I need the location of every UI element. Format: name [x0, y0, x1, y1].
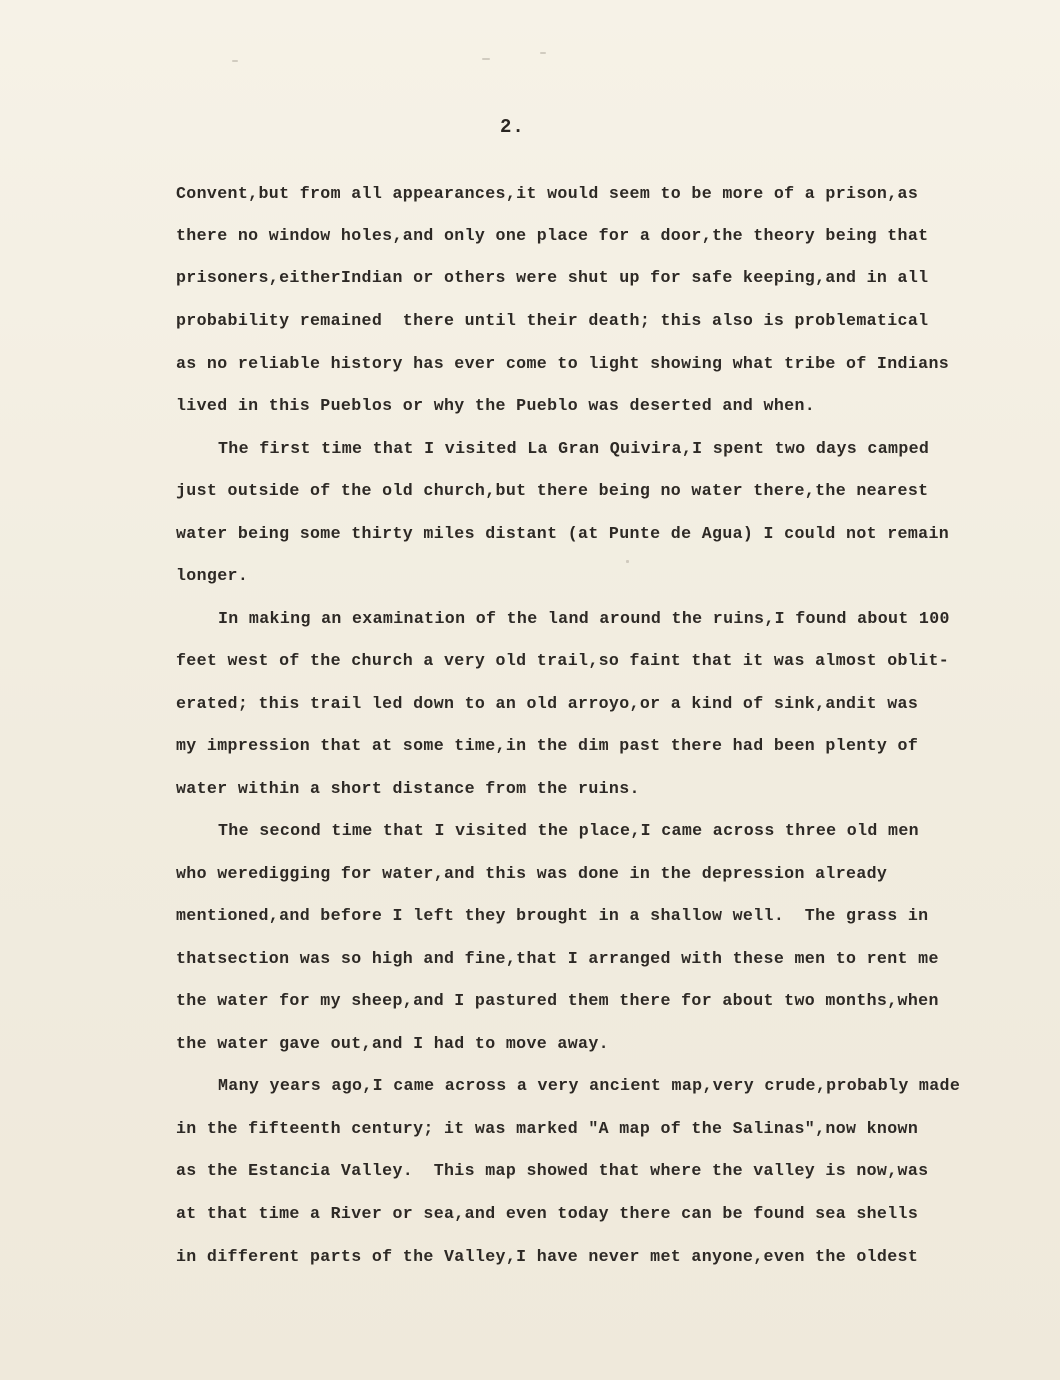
text-line: The first time that I visited La Gran Quivira,I spent two days camped — [218, 439, 930, 458]
text-line: The second time that I visited the place,I came across three old men — [218, 821, 919, 840]
text-line: in different parts of the Valley,I have never met anyone,even the oldest — [176, 1247, 919, 1266]
text-line: as no reliable history has ever come to light showing what tribe of Indians — [176, 354, 950, 373]
paper-speck — [626, 560, 629, 563]
text-line: mentioned,and before I left they brought in a shallow well. The grass in — [176, 906, 929, 925]
text-line: Convent,but from all appearances,it would seem to be more of a prison,as — [176, 184, 919, 203]
text-line: in the fifteenth century; it was marked "A map of the Salinas",now known — [176, 1119, 919, 1138]
text-line: the water gave out,and I had to move away. — [176, 1034, 609, 1053]
text-line: at that time a River or sea,and even today there can be found sea shells — [176, 1204, 919, 1223]
page-number: 2. — [500, 116, 525, 138]
text-line: probability remained there until their death; this also is problematical — [176, 311, 929, 330]
paper-speck — [482, 58, 490, 60]
paper-speck — [540, 52, 546, 54]
text-line: thatsection was so high and fine,that I arranged with these men to rent me — [176, 949, 939, 968]
text-line: Many years ago,I came across a very ancient map,very crude,probably made — [218, 1076, 961, 1095]
text-line: lived in this Pueblos or why the Pueblo was deserted and when. — [176, 396, 816, 415]
text-line: erated; this trail led down to an old arroyo,or a kind of sink,andit was — [176, 694, 919, 713]
text-line: In making an examination of the land around the ruins,I found about 100 — [218, 609, 950, 628]
text-line: there no window holes,and only one place for a door,the theory being that — [176, 226, 929, 245]
text-line: who weredigging for water,and this was done in the depression already — [176, 864, 888, 883]
text-line: just outside of the old church,but there being no water there,the nearest — [176, 481, 929, 500]
text-line: water within a short distance from the ruins. — [176, 779, 640, 798]
text-line: prisoners,eitherIndian or others were shut up for safe keeping,and in all — [176, 268, 929, 287]
text-line: the water for my sheep,and I pastured them there for about two months,when — [176, 991, 939, 1010]
paper-speck — [232, 60, 238, 62]
text-line: as the Estancia Valley. This map showed that where the valley is now,was — [176, 1161, 929, 1180]
text-line: longer. — [176, 566, 249, 585]
text-line: water being some thirty miles distant (at Punte de Agua) I could not remain — [176, 524, 950, 543]
text-line: my impression that at some time,in the dim past there had been plenty of — [176, 736, 919, 755]
text-line: feet west of the church a very old trail,so faint that it was almost oblit- — [176, 651, 950, 670]
